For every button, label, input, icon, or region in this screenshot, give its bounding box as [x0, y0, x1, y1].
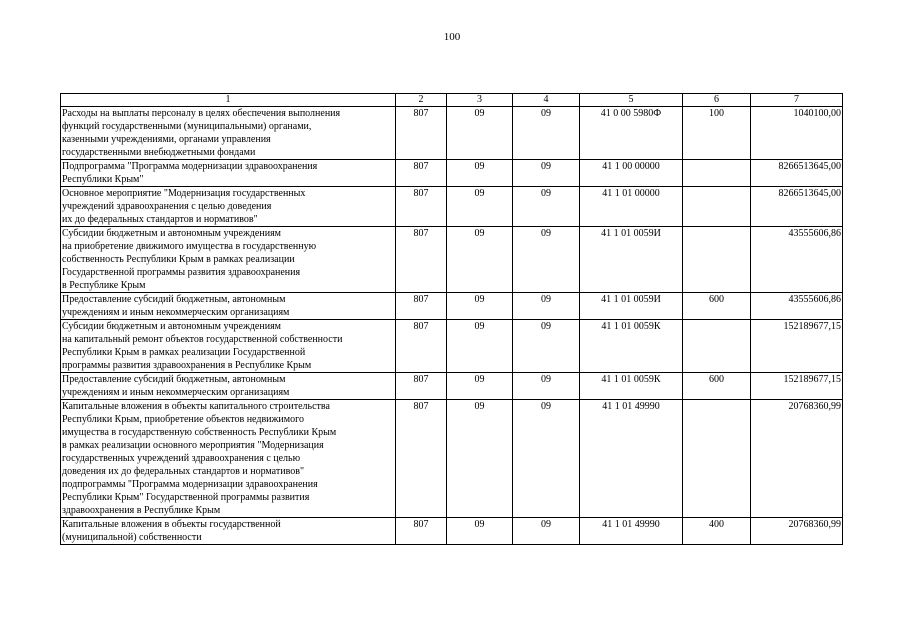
column-header: 4 [513, 94, 580, 107]
row-code-section: 09 [447, 320, 513, 373]
row-name: Подпрограмма "Программа модернизации здравоохранения Республики Крым" [61, 160, 396, 187]
table-row [61, 293, 843, 320]
row-code-section: 09 [447, 187, 513, 227]
column-header: 3 [447, 94, 513, 107]
row-name: Предоставление субсидий бюджетным, автономным учреждениям и иным некоммерческим организациям [61, 373, 396, 400]
row-code-section: 09 [447, 373, 513, 400]
row-code-ministry: 807 [396, 373, 447, 400]
row-amount: 152189677,15 [751, 373, 843, 400]
table-row [61, 400, 843, 518]
row-code-target-article: 41 1 01 49990 [580, 518, 683, 545]
row-code-section: 09 [447, 400, 513, 518]
page-number: 100 [443, 31, 461, 43]
row-name: Капитальные вложения в объекты государственной (муниципальной) собственности [61, 518, 396, 545]
column-header: 6 [683, 94, 751, 107]
row-code-expense-type [683, 160, 751, 187]
row-code-subsection: 09 [513, 373, 580, 400]
row-name: Расходы на выплаты персоналу в целях обеспечения выполнения функций государственными (муниципальными) органами, казенными учреждениями, органами управления государственными внебюджетными фондами [61, 107, 396, 160]
row-amount: 8266513645,00 [751, 187, 843, 227]
row-code-ministry: 807 [396, 320, 447, 373]
row-code-ministry: 807 [396, 107, 447, 160]
row-code-section: 09 [447, 227, 513, 293]
table-body [61, 107, 843, 545]
column-header: 5 [580, 94, 683, 107]
row-code-section: 09 [447, 518, 513, 545]
row-code-target-article: 41 1 01 00000 [580, 187, 683, 227]
row-code-expense-type [683, 320, 751, 373]
row-name: Субсидии бюджетным и автономным учреждениям на приобретение движимого имущества в государственную собственность Республики Крым в рамках реализации Государственной программы развития здравоохранения в Республике Крым [61, 227, 396, 293]
column-header: 1 [61, 94, 396, 107]
table-row [61, 187, 843, 227]
row-code-section: 09 [447, 160, 513, 187]
row-name: Капитальные вложения в объекты капитального строительства Республики Крым, приобретение объектов недвижимого имущества в государственную собственность Республики Крым в рамках реализации основного мероприятия "Модернизация государственных учреждений здравоохранения с целью доведения их до федеральных стандартов и нормативов" подпрограммы "Программа модернизации здравоохранения Республики Крым" Государственной программы развития здравоохранения в Республике Крым [61, 400, 396, 518]
row-code-target-article: 41 1 01 0059И [580, 227, 683, 293]
row-code-section: 09 [447, 107, 513, 160]
row-code-ministry: 807 [396, 227, 447, 293]
table-row [61, 227, 843, 293]
row-amount: 152189677,15 [751, 320, 843, 373]
row-amount: 43555606,86 [751, 293, 843, 320]
row-code-expense-type [683, 400, 751, 518]
row-code-expense-type [683, 227, 751, 293]
row-amount: 20768360,99 [751, 400, 843, 518]
row-code-expense-type [683, 187, 751, 227]
row-code-subsection: 09 [513, 107, 580, 160]
row-code-ministry: 807 [396, 400, 447, 518]
row-code-target-article: 41 1 01 49990 [580, 400, 683, 518]
table-row [61, 160, 843, 187]
row-amount: 20768360,99 [751, 518, 843, 545]
table-row [61, 107, 843, 160]
row-amount: 8266513645,00 [751, 160, 843, 187]
row-code-expense-type: 600 [683, 373, 751, 400]
row-code-subsection: 09 [513, 320, 580, 373]
table-row [61, 320, 843, 373]
row-code-target-article: 41 1 01 0059К [580, 320, 683, 373]
row-name: Субсидии бюджетным и автономным учреждениям на капитальный ремонт объектов государственной собственности Республики Крым в рамках реализации Государственной программы развития здравоохранения в Республике Крым [61, 320, 396, 373]
row-code-ministry: 807 [396, 187, 447, 227]
table-row [61, 518, 843, 545]
row-code-section: 09 [447, 293, 513, 320]
row-code-subsection: 09 [513, 293, 580, 320]
row-code-ministry: 807 [396, 160, 447, 187]
row-code-target-article: 41 0 00 5980Ф [580, 107, 683, 160]
row-code-expense-type: 100 [683, 107, 751, 160]
row-code-target-article: 41 1 00 00000 [580, 160, 683, 187]
row-code-ministry: 807 [396, 293, 447, 320]
row-code-expense-type: 400 [683, 518, 751, 545]
row-code-ministry: 807 [396, 518, 447, 545]
table-row [61, 373, 843, 400]
row-code-target-article: 41 1 01 0059И [580, 293, 683, 320]
table-header-row [61, 94, 843, 107]
row-amount: 1040100,00 [751, 107, 843, 160]
row-name: Основное мероприятие "Модернизация государственных учреждений здравоохранения с целью доведения их до федеральных стандартов и нормативов" [61, 187, 396, 227]
budget-table [60, 93, 843, 545]
column-header: 2 [396, 94, 447, 107]
row-code-expense-type: 600 [683, 293, 751, 320]
row-code-subsection: 09 [513, 518, 580, 545]
row-code-target-article: 41 1 01 0059К [580, 373, 683, 400]
row-code-subsection: 09 [513, 227, 580, 293]
row-amount: 43555606,86 [751, 227, 843, 293]
row-code-subsection: 09 [513, 160, 580, 187]
row-code-subsection: 09 [513, 187, 580, 227]
row-name: Предоставление субсидий бюджетным, автономным учреждениям и иным некоммерческим организациям [61, 293, 396, 320]
row-code-subsection: 09 [513, 400, 580, 518]
column-header: 7 [751, 94, 843, 107]
